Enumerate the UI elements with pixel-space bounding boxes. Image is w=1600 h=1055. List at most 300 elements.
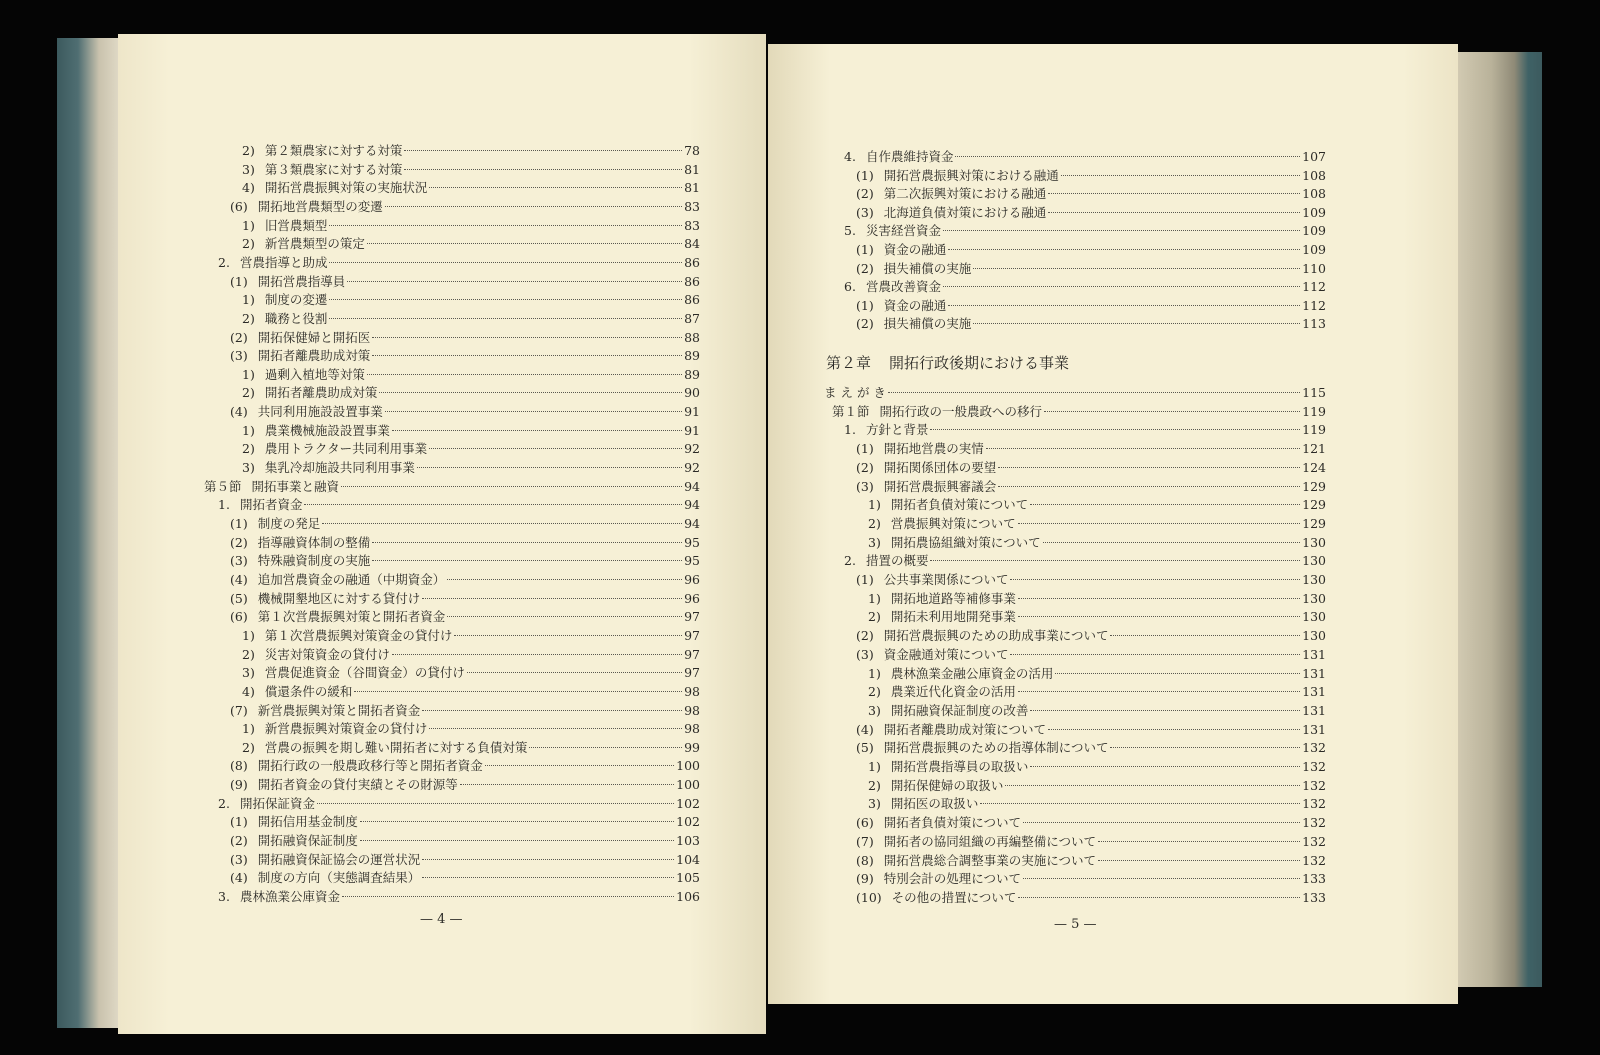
- toc-entry: [856, 315, 1326, 333]
- toc-entry: [218, 254, 700, 272]
- toc-entry-page: 132: [1302, 740, 1326, 756]
- toc-entry-page: 81: [684, 180, 700, 196]
- toc-entry-page: 130: [1302, 572, 1326, 587]
- toc-entry: [230, 273, 700, 291]
- toc-leader-dots: [1043, 542, 1301, 543]
- toc-entry-page: 91: [684, 404, 700, 420]
- toc-entry-title: 開拓者離農助成対策: [264, 385, 378, 401]
- toc-leader-dots: [372, 355, 682, 356]
- toc-entry-number: 1): [242, 217, 255, 233]
- toc-entry-title: 営農振興対策について: [890, 515, 1016, 531]
- toc-entry-page: 129: [1302, 478, 1326, 494]
- toc-entry-title: 集乳冷却施設共同利用事業: [264, 460, 415, 476]
- toc-entry-title: 開拓営農総合調整事業の実施について: [883, 852, 1096, 868]
- toc-entry-title: 農業機械施設設置事業: [264, 422, 390, 438]
- toc-entry: [844, 278, 1326, 296]
- toc-entry-page: 130: [1302, 590, 1326, 606]
- toc-leader-dots: [342, 896, 674, 897]
- toc-entry-page: 97: [684, 609, 700, 625]
- toc-entry-number: (6): [856, 815, 874, 831]
- toc-leader-dots: [1030, 504, 1300, 505]
- toc-leader-dots: [329, 318, 682, 319]
- toc-entry: [230, 329, 700, 347]
- toc-entry-page: 132: [1302, 833, 1326, 849]
- toc-entry-title: 開拓保証資金: [239, 795, 315, 811]
- toc-entry: [856, 167, 1326, 185]
- toc-entry-number: 2.: [218, 254, 230, 270]
- toc-leader-dots: [429, 187, 682, 188]
- toc-entry: [844, 552, 1326, 570]
- toc-entry-page: 130: [1302, 628, 1326, 644]
- toc-entry-number: 4): [242, 683, 255, 699]
- toc-entry: [242, 310, 700, 328]
- toc-entry-number: (2): [856, 628, 874, 644]
- toc-entry-number: 1): [868, 759, 881, 774]
- toc-entry-title: 資金の融通: [883, 242, 947, 257]
- toc-entry: [218, 888, 700, 906]
- toc-entry-title: 災害対策資金の貸付け: [264, 646, 390, 662]
- toc-leader-dots: [329, 299, 682, 300]
- toc-entry: [242, 646, 700, 664]
- toc-entry-number: (1): [856, 242, 874, 257]
- right-page: [768, 44, 1458, 1004]
- toc-entry: [856, 889, 1326, 907]
- toc-entry-title: 開拓者離農助成対策: [257, 348, 371, 364]
- toc-entry: [242, 384, 700, 402]
- toc-entry-title: 開拓営農指導員の取扱い: [890, 759, 1029, 774]
- toc-entry-page: 102: [676, 814, 700, 830]
- toc-entry-page: 100: [676, 758, 700, 774]
- toc-leader-dots: [392, 430, 682, 431]
- toc-entry-title: 機械開墾地区に対する貸付け: [257, 590, 421, 606]
- toc-entry-title: 新営農振興対策と開拓者資金: [257, 702, 421, 718]
- toc-entry-title: 農業近代化資金の活用: [890, 684, 1016, 700]
- toc-entry-page: 97: [684, 665, 700, 681]
- chapter-title: 開拓行政後期における事業: [889, 354, 1070, 372]
- toc-entry: [204, 478, 700, 496]
- toc-leader-dots: [329, 262, 682, 263]
- toc-leader-dots: [422, 598, 682, 599]
- toc-entry-number: (2): [856, 316, 874, 332]
- toc-entry-title: 特殊融資制度の実施: [257, 553, 371, 569]
- toc-leader-dots: [447, 616, 682, 617]
- toc-leader-dots: [973, 323, 1300, 324]
- toc-leader-dots: [372, 337, 682, 338]
- toc-entry-number: (9): [856, 871, 874, 887]
- toc-entry-title: 資金融通対策について: [883, 646, 1009, 662]
- toc-entry-title: 開拓信用基金制度: [257, 814, 358, 830]
- toc-leader-dots: [1030, 766, 1300, 767]
- toc-entry: [856, 204, 1326, 222]
- toc-entry-number: 3.: [218, 889, 230, 904]
- toc-leader-dots: [1018, 691, 1300, 692]
- toc-entry-page: 132: [1302, 777, 1326, 793]
- toc-leader-dots: [322, 523, 682, 524]
- toc-entry: [230, 608, 700, 626]
- toc-entry: [242, 217, 700, 235]
- toc-entry-page: 78: [684, 143, 700, 158]
- toc-leader-dots: [429, 728, 682, 729]
- toc-entry: [856, 739, 1326, 757]
- toc-leader-dots: [998, 467, 1300, 468]
- toc-entry-number: (1): [856, 167, 874, 183]
- toc-entry: [856, 260, 1326, 278]
- toc-entry: [230, 776, 700, 794]
- toc-entry-number: (1): [856, 297, 874, 313]
- toc-entry-title: 開拓地営農の実情: [883, 441, 984, 457]
- toc-entry-number: 2): [242, 739, 255, 755]
- toc-entry-number: 1): [868, 497, 881, 513]
- toc-entry-title: 営農の振興を期し難い開拓者に対する負債対策: [264, 739, 528, 755]
- book-cover-edge-left: [57, 38, 127, 1028]
- toc-leader-dots: [1055, 673, 1300, 674]
- toc-entry-title: 開拓農協組織対策について: [890, 534, 1041, 550]
- toc-entry-number: 4.: [844, 149, 856, 164]
- toc-entry-page: 86: [684, 254, 700, 270]
- toc-entry-number: (6): [230, 609, 248, 625]
- toc-entry-page: 83: [684, 198, 700, 214]
- toc-entry: [242, 739, 700, 757]
- toc-leader-dots: [1098, 860, 1300, 861]
- toc-entry-number: ま え が き: [824, 385, 886, 400]
- toc-entry-number: 第５節: [204, 478, 242, 494]
- toc-entry: [832, 403, 1326, 421]
- toc-entry: [242, 366, 700, 384]
- toc-entry-title: 制度の方向（実態調査結果）: [257, 870, 421, 886]
- chapter-heading: [826, 352, 1069, 373]
- toc-entry-page: 92: [684, 460, 700, 476]
- toc-leader-dots: [1018, 616, 1300, 617]
- toc-entry: [230, 347, 700, 365]
- toc-entry: [242, 683, 700, 701]
- toc-leader-dots: [1048, 729, 1300, 730]
- toc-entry-number: 1): [242, 627, 255, 643]
- toc-entry-page: 130: [1302, 553, 1326, 569]
- toc-leader-dots: [392, 654, 682, 655]
- toc-entry-number: 2.: [844, 553, 856, 569]
- toc-leader-dots: [986, 448, 1300, 449]
- toc-entry-title: 方針と背景: [865, 422, 929, 438]
- toc-entry-number: (2): [856, 186, 874, 202]
- toc-leader-dots: [1010, 654, 1300, 655]
- toc-leader-dots: [980, 803, 1300, 804]
- toc-entry-page: 96: [684, 590, 700, 606]
- toc-leader-dots: [930, 429, 1300, 430]
- toc-entry-title: 開拓者負債対策について: [883, 815, 1021, 831]
- toc-entry-page: 97: [684, 627, 700, 643]
- toc-entry: [868, 496, 1326, 514]
- toc-entry-page: 83: [684, 217, 700, 233]
- toc-entry: [856, 852, 1326, 870]
- toc-leader-dots: [304, 504, 682, 505]
- toc-entry: [856, 459, 1326, 477]
- toc-entry-page: 105: [676, 870, 700, 886]
- toc-entry: [242, 720, 700, 738]
- toc-entry: [242, 459, 700, 477]
- toc-entry-number: 2): [242, 385, 255, 401]
- toc-entry: [230, 851, 700, 869]
- toc-entry: [856, 646, 1326, 664]
- toc-entry-number: 2): [868, 515, 881, 531]
- toc-entry-title: 償還条件の緩和: [264, 683, 353, 699]
- toc-entry-title: 開拓保健婦の取扱い: [890, 777, 1004, 793]
- toc-entry-title: 開拓医の取扱い: [890, 796, 979, 812]
- toc-entry: [242, 664, 700, 682]
- toc-leader-dots: [1018, 598, 1300, 599]
- toc-entry-number: 1): [242, 422, 255, 438]
- toc-leader-dots: [948, 249, 1300, 250]
- toc-entry-page: 109: [1302, 204, 1326, 220]
- toc-entry-page: 103: [676, 833, 700, 849]
- toc-entry-title: 開拓者負債対策について: [890, 497, 1029, 513]
- toc-leader-dots: [372, 542, 682, 543]
- toc-entry-title: 特別会計の処理について: [883, 871, 1021, 887]
- toc-entry-page: 112: [1302, 279, 1326, 295]
- toc-entry-title: 職務と役割: [264, 310, 328, 326]
- toc-entry-number: 1.: [218, 497, 230, 513]
- toc-entry: [856, 870, 1326, 888]
- toc-entry-number: 1): [242, 292, 255, 308]
- toc-leader-dots: [529, 747, 682, 748]
- toc-entry-page: 133: [1302, 871, 1326, 887]
- toc-entry-number: (7): [856, 833, 874, 849]
- toc-entry: [230, 832, 700, 850]
- toc-entry-title: 営農指導と助成: [239, 254, 328, 270]
- toc-entry: [856, 241, 1326, 259]
- toc-entry-title: 営農改善資金: [865, 279, 941, 295]
- toc-entry-page: 90: [684, 385, 700, 401]
- toc-entry: [868, 777, 1326, 795]
- toc-entry-page: 89: [684, 366, 700, 382]
- toc-entry-page: 131: [1302, 646, 1326, 662]
- toc-leader-dots: [360, 840, 674, 841]
- toc-leader-dots: [1110, 635, 1300, 636]
- toc-leader-dots: [1023, 822, 1300, 823]
- toc-entry: [230, 590, 700, 608]
- toc-entry: [868, 702, 1326, 720]
- toc-entry-page: 94: [684, 478, 700, 494]
- toc-entry-page: 129: [1302, 515, 1326, 531]
- toc-leader-dots: [372, 560, 682, 561]
- toc-leader-dots: [385, 411, 682, 412]
- toc-leader-dots: [948, 305, 1300, 306]
- toc-entry-title: 開拓融資保証制度の改善: [890, 702, 1029, 718]
- toc-entry-title: 北海道負債対策における融通: [883, 204, 1047, 220]
- toc-entry-page: 130: [1302, 609, 1326, 625]
- toc-entry-number: 1): [242, 366, 255, 382]
- left-page: [118, 34, 766, 1034]
- toc-leader-dots: [1048, 212, 1300, 213]
- toc-entry-title: 第二次振興対策における融通: [883, 186, 1047, 202]
- toc-leader-dots: [422, 710, 682, 711]
- toc-entry-number: 2.: [218, 795, 230, 811]
- toc-leader-dots: [1044, 411, 1300, 412]
- toc-entry: [868, 608, 1326, 626]
- toc-leader-dots: [943, 286, 1300, 287]
- toc-entry-page: 98: [684, 702, 700, 718]
- toc-entry-page: 124: [1302, 459, 1326, 475]
- toc-leader-dots: [422, 877, 674, 878]
- toc-entry-title: 制度の発足: [257, 516, 321, 531]
- toc-entry-number: 2): [868, 777, 881, 793]
- toc-entry-title: 営農促進資金（谷間資金）の貸付け: [264, 665, 465, 681]
- toc-entry-page: 130: [1302, 534, 1326, 550]
- toc-entry-page: 88: [684, 329, 700, 345]
- toc-entry: [242, 422, 700, 440]
- toc-leader-dots: [888, 392, 1300, 393]
- toc-entry-number: (3): [230, 851, 248, 867]
- toc-leader-dots: [317, 803, 674, 804]
- toc-entry-number: 3): [242, 460, 255, 476]
- toc-entry: [218, 795, 700, 813]
- toc-entry: [242, 440, 700, 458]
- toc-entry: [242, 291, 700, 309]
- toc-entry-title: 指導融資体制の整備: [257, 534, 371, 550]
- toc-entry: [856, 833, 1326, 851]
- toc-leader-dots: [1005, 785, 1300, 786]
- toc-entry-number: (3): [230, 553, 248, 569]
- toc-entry: [230, 869, 700, 887]
- toc-entry-title: 開拓営農振興審議会: [883, 478, 997, 494]
- toc-entry: [856, 814, 1326, 832]
- toc-entry-title: 過剰入植地等対策: [264, 366, 365, 382]
- toc-leader-dots: [422, 859, 674, 860]
- toc-entry-page: 96: [684, 571, 700, 587]
- toc-entry-title: 開拓営農振興のための指導体制について: [883, 740, 1109, 756]
- toc-entry-page: 119: [1302, 403, 1326, 419]
- toc-entry: [856, 440, 1326, 458]
- toc-entry-number: (7): [230, 702, 248, 718]
- toc-entry-page: 94: [684, 497, 700, 513]
- toc-entry-title: 新営農振興対策資金の貸付け: [264, 721, 428, 737]
- toc-leader-dots: [460, 784, 674, 785]
- toc-leader-dots: [998, 486, 1300, 487]
- toc-entry: [868, 683, 1326, 701]
- toc-entry-title: 開拓行政の一般農政移行等と開拓者資金: [257, 758, 483, 774]
- toc-entry-title: 損失補償の実施: [883, 260, 972, 276]
- toc-entry-page: 104: [676, 851, 700, 867]
- toc-entry-number: 第１節: [832, 403, 870, 419]
- toc-entry-number: 1): [868, 590, 881, 606]
- toc-entry-title: 公共事業関係について: [883, 572, 1009, 587]
- toc-entry-title: 共同利用施設設置事業: [257, 404, 383, 420]
- toc-entry-number: 2): [868, 684, 881, 700]
- toc-leader-dots: [379, 392, 682, 393]
- toc-leader-dots: [1018, 897, 1300, 898]
- toc-entry-page: 95: [684, 553, 700, 569]
- toc-entry-number: (4): [856, 721, 874, 737]
- toc-leader-dots: [347, 281, 682, 282]
- toc-entry-number: 2): [242, 143, 255, 158]
- toc-entry-number: (5): [230, 590, 248, 606]
- toc-entry-page: 106: [676, 889, 700, 904]
- toc-leader-dots: [1023, 878, 1300, 879]
- left-page-number: — 4 —: [420, 912, 463, 927]
- toc-entry-number: (2): [230, 833, 248, 849]
- toc-leader-dots: [955, 156, 1300, 157]
- toc-entry-title: 第２類農家に対する対策: [264, 143, 403, 158]
- toc-leader-dots: [973, 268, 1300, 269]
- toc-entry: [230, 198, 700, 216]
- toc-entry: [856, 627, 1326, 645]
- toc-entry-title: 開拓融資保証制度: [257, 833, 358, 849]
- toc-leader-dots: [943, 230, 1300, 231]
- toc-entry-page: 131: [1302, 684, 1326, 700]
- toc-leader-dots: [429, 448, 682, 449]
- toc-entry: [230, 552, 700, 570]
- toc-entry-number: 3): [868, 534, 881, 550]
- toc-entry-page: 94: [684, 516, 700, 531]
- toc-entry: [242, 161, 700, 179]
- toc-entry-number: 2): [242, 646, 255, 662]
- toc-entry-page: 121: [1302, 441, 1326, 457]
- toc-entry-number: 6.: [844, 279, 856, 295]
- toc-entry-page: 112: [1302, 297, 1326, 313]
- toc-entry: [844, 222, 1326, 240]
- toc-entry-page: 110: [1302, 260, 1326, 276]
- toc-entry-page: 95: [684, 534, 700, 550]
- toc-entry-number: 2): [242, 310, 255, 326]
- toc-leader-dots: [367, 374, 682, 375]
- toc-leader-dots: [1098, 841, 1300, 842]
- toc-entry-page: 84: [684, 236, 700, 252]
- toc-entry-title: 開拓行政の一般農政への移行: [879, 403, 1043, 419]
- toc-entry-number: (1): [230, 516, 248, 531]
- toc-entry-page: 131: [1302, 702, 1326, 718]
- toc-entry-number: (4): [230, 870, 248, 886]
- toc-entry-title: 制度の変遷: [264, 292, 328, 308]
- toc-leader-dots: [1018, 523, 1301, 524]
- toc-entry-number: (1): [230, 273, 248, 289]
- toc-entry-title: 開拓地営農類型の変遷: [257, 198, 383, 214]
- toc-leader-dots: [354, 691, 682, 692]
- toc-entry: [844, 421, 1326, 439]
- toc-entry-page: 129: [1302, 497, 1326, 513]
- toc-entry: [856, 571, 1326, 589]
- toc-entry-title: 農林漁業公庫資金: [239, 889, 340, 904]
- chapter-number: 第２章: [826, 354, 872, 372]
- toc-entry-number: 4): [242, 180, 255, 196]
- toc-entry-number: (2): [230, 534, 248, 550]
- toc-entry-number: (2): [856, 260, 874, 276]
- toc-entry: [824, 384, 1326, 402]
- toc-entry-number: (3): [230, 348, 248, 364]
- toc-entry: [856, 185, 1326, 203]
- toc-entry-page: 133: [1302, 889, 1326, 905]
- toc-entry: [868, 665, 1326, 683]
- toc-entry-number: 5.: [844, 223, 856, 239]
- toc-entry-page: 98: [684, 683, 700, 699]
- toc-leader-dots: [485, 765, 674, 766]
- toc-entry-title: 開拓営農振興対策における融通: [883, 167, 1059, 183]
- toc-entry-page: 100: [676, 777, 700, 793]
- toc-entry-number: 2): [242, 236, 255, 252]
- toc-entry-number: 2): [242, 441, 255, 457]
- toc-leader-dots: [467, 672, 682, 673]
- toc-leader-dots: [341, 486, 682, 487]
- toc-entry: [856, 297, 1326, 315]
- toc-entry-page: 91: [684, 422, 700, 438]
- toc-entry-title: 農林漁業金融公庫資金の活用: [890, 665, 1054, 681]
- toc-entry-title: 開拓未利用地開発事業: [890, 609, 1016, 625]
- toc-entry: [242, 235, 700, 253]
- toc-entry: [844, 148, 1326, 166]
- toc-entry: [242, 142, 700, 160]
- toc-entry-number: (3): [856, 204, 874, 220]
- toc-leader-dots: [447, 579, 682, 580]
- toc-entry-page: 102: [676, 795, 700, 811]
- toc-entry-number: (8): [230, 758, 248, 774]
